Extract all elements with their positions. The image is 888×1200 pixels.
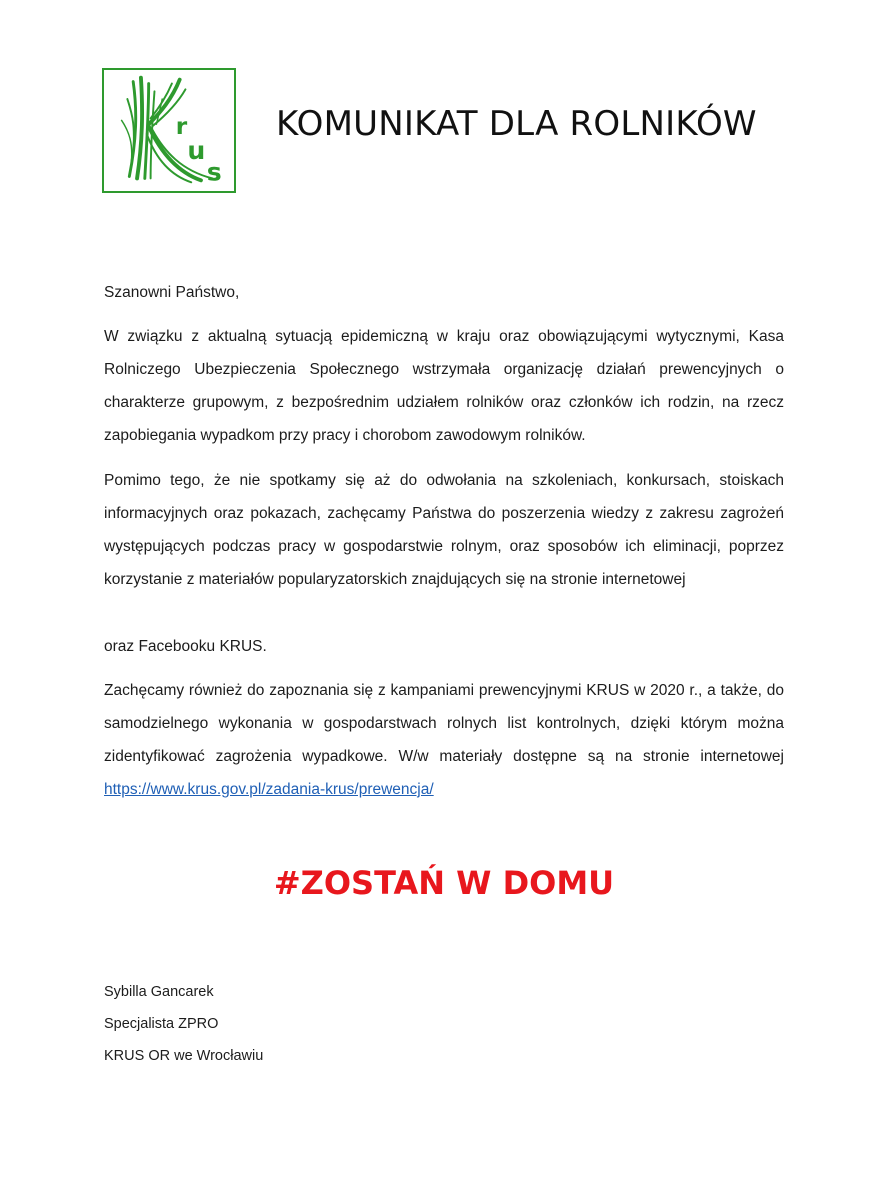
svg-text:r: r (175, 112, 188, 140)
prevention-link[interactable]: https://www.krus.gov.pl/zadania-krus/prewencja/ (104, 781, 434, 798)
krus-logo-icon (104, 70, 234, 191)
page-title: KOMUNIKAT DLA ROLNIKÓW (276, 104, 757, 144)
greeting: Szanowni Państwo, (104, 284, 240, 301)
svg-text:u: u (187, 136, 206, 166)
paragraph-3 (104, 674, 784, 806)
hashtag-heading: #ZOSTAŃ W DOMU (273, 864, 615, 902)
paragraph-2: Pomimo tego, że nie spotkamy się aż do odwołania na szkoleniach, konkursach, stoiskach informacyjnych oraz pokazach, zachęcamy Państwa do poszerzenia wiedzy z zakresu zagrożeń występujących podczas pracy w gospodarstwie rolnym, oraz sposobów ich eliminacji, poprzez korzystanie z materiałów popularyzatorskich znajdujących się na stronie internetowej (104, 472, 784, 588)
krus-logo (102, 68, 236, 193)
paragraph-2-continuation: oraz Facebooku KRUS. (104, 638, 267, 655)
signature-office: KRUS OR we Wrocławiu (104, 1048, 264, 1064)
paragraph-1: W związku z aktualną sytuacją epidemiczną w kraju oraz obowiązującymi wytycznymi, Kasa Rolniczego Ubezpieczenia Społecznego wstrzymała organizację działań prewencyjnych o charakterze grupowym, z bezpośrednim udziałem rolników oraz członków ich rodzin, na rzecz zapobiegania wypadkom przy pracy i chorobom zawodowym rolników. (104, 328, 784, 444)
signature-name: Sybilla Gancarek (104, 984, 214, 1000)
svg-text:s: s (206, 157, 222, 187)
paragraph-3-text: Zachęcamy również do zapoznania się z kampaniami prewencyjnymi KRUS w 2020 r., a także, do samodzielnego wykonania w gospodarstwach rolnych list kontrolnych, dzięki którym można zidentyfikować zagrożenia wypadkowe. W/w materiały dostępne są na stronie internetowej (104, 682, 784, 765)
signature-position: Specjalista ZPRO (104, 1016, 219, 1032)
